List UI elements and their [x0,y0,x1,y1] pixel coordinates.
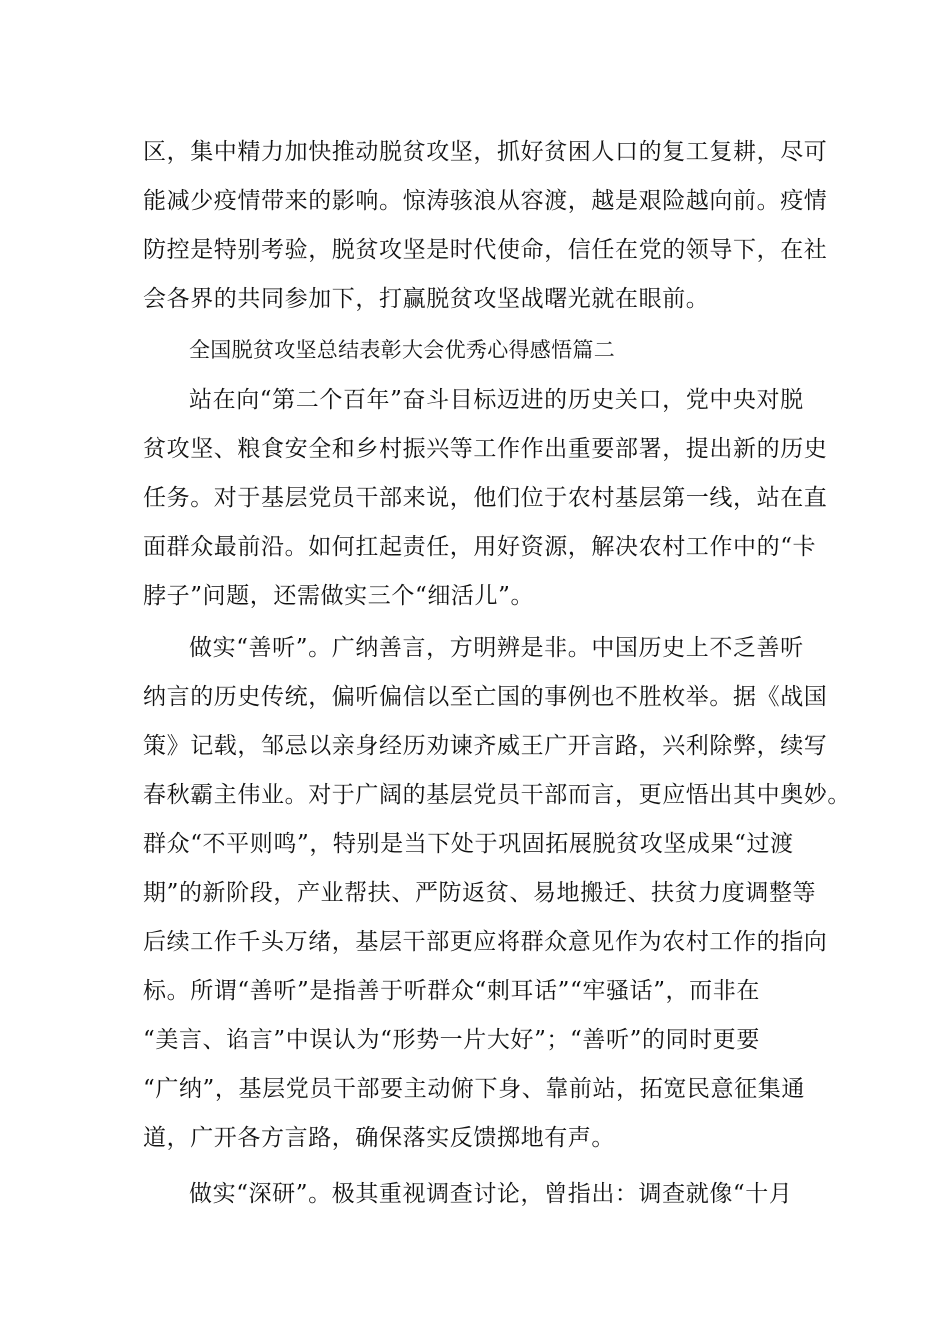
paragraph-3-line-10: “广纳”，基层党员干部要主动俯下身、靠前站，拓宽民意征集通 [143,1076,805,1102]
paragraph-1-line-1: 区，集中精力加快推动脱贫攻坚，抓好贫困人口的复工复耕，尽可 [143,139,828,165]
paragraph-3-line-2: 纳言的历史传统，偏听偏信以至亡国的事例也不胜枚举。据《战国 [143,684,828,710]
paragraph-3-line-5: 群众“不平则鸣”，特别是当下处于巩固拓展脱贫攻坚成果“过渡 [143,831,794,857]
paragraph-3-line-8: 标。所谓“善听”是指善于听群众“刺耳话”“牢骚话”，而非在 [143,978,760,1004]
paragraph-2-line-2: 贫攻坚、粮食安全和乡村振兴等工作作出重要部署，提出新的历史 [143,436,828,462]
paragraph-2-line-1: 站在向“第二个百年”奋斗目标迈进的历史关口，党中央对脱 [189,387,804,413]
paragraph-3-line-6: 期”的新阶段，产业帮扶、严防返贫、易地搬迁、扶贫力度调整等 [143,880,817,906]
paragraph-2-line-4: 面群众最前沿。如何扛起责任，用好资源，解决农村工作中的“卡 [143,534,817,560]
paragraph-3-line-4: 春秋霸主伟业。对于广阔的基层党员干部而言，更应悟出其中奥妙。 [143,782,851,808]
paragraph-4-line-1: 做实“深研”。极其重视调查讨论，曾指出：调查就像“十月 [189,1181,793,1207]
paragraph-3-line-9: “美言、谄言”中误认为“形势一片大好”；“善听”的同时更要 [143,1027,760,1053]
paragraph-1-line-2: 能减少疫情带来的影响。惊涛骇浪从容渡，越是艰险越向前。疫情 [143,188,828,214]
paragraph-3-line-7: 后续工作千头万绪，基层干部更应将群众意见作为农村工作的指向 [143,929,828,955]
paragraph-3-line-11: 道，广开各方言路，确保落实反馈掷地有声。 [143,1125,615,1151]
paragraph-1-line-4: 会各界的共同参加下，打赢脱贫攻坚战曙光就在眼前。 [143,286,710,312]
paragraph-3-line-3: 策》记载，邹忌以亲身经历劝谏齐威王广开言路，兴利除弊，续写 [143,733,828,759]
section-heading: 全国脱贫攻坚总结表彰大会优秀心得感悟篇二 [189,338,615,362]
paragraph-1-line-3: 防控是特别考验，脱贫攻坚是时代使命，信任在党的领导下，在社 [143,237,828,263]
paragraph-2-line-3: 任务。对于基层党员干部来说，他们位于农村基层第一线，站在直 [143,485,828,511]
paragraph-3-line-1: 做实“善听”。广纳善言，方明辨是非。中国历史上不乏善听 [189,635,804,661]
paragraph-2-line-5: 脖子”问题，还需做实三个“细活儿”。 [143,583,535,609]
